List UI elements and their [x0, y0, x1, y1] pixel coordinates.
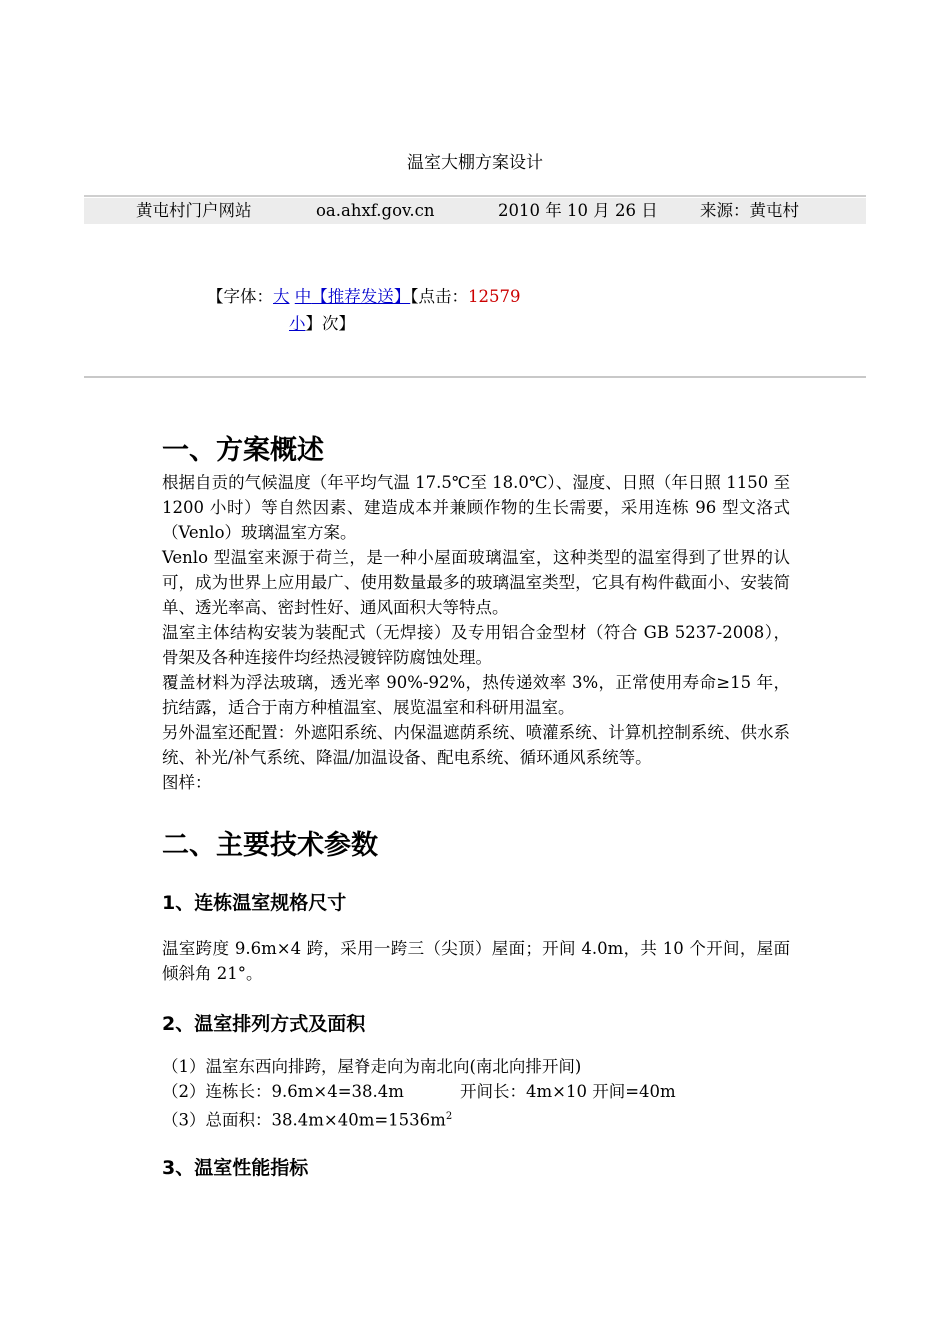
overview-paragraph: 覆盖材料为浮法玻璃，透光率 90%-92%，热传递效率 3%，正常使用寿命≥15 年，抗结露，适合于南方种植温室、展览温室和科研用温室。	[162, 673, 790, 717]
overview-body	[162, 470, 790, 795]
area-superscript: 2	[445, 1111, 453, 1122]
subheading-performance: 3、温室性能指标	[162, 1157, 309, 1179]
layout-line-2a: （2）连栋长：9.6m×4=38.4m	[162, 1082, 404, 1101]
font-large-link[interactable]: 大	[273, 287, 290, 306]
section-heading-params: 二、主要技术参数	[162, 830, 378, 861]
section-heading-overview: 一、方案概述	[162, 435, 324, 466]
font-size-bar	[207, 283, 521, 310]
overview-paragraph: 温室主体结构安装为装配式（无焊接）及专用铝合金型材（符合 GB 5237-2008），骨架及各种连接件均经热浸镀锌防腐蚀处理。	[162, 623, 790, 667]
content-divider	[84, 376, 866, 378]
font-small-link[interactable]: 小	[289, 314, 306, 333]
page-title: 温室大棚方案设计	[407, 153, 543, 173]
font-size-bar-line2	[289, 310, 355, 337]
recommend-send-link[interactable]: 【推荐发送】	[311, 287, 411, 306]
dimensions-paragraph: 温室跨度 9.6m×4 跨，采用一跨三（尖顶）屋面；开间 4.0m，共 10 个开间，屋面倾斜角 21°。	[162, 939, 790, 983]
publish-date: 2010 年 10 月 26 日	[498, 201, 658, 220]
top-divider	[84, 195, 866, 197]
subheading-layout-area: 2、温室排列方式及面积	[162, 1013, 366, 1035]
font-medium-link[interactable]: 中	[294, 287, 312, 306]
clicks-suffix: 】次】	[305, 314, 355, 333]
source-label: 来源：黄屯村	[700, 201, 799, 220]
dimensions-text	[162, 936, 790, 986]
site-domain: oa.ahxf.gov.cn	[316, 201, 435, 220]
overview-paragraph: 根据自贡的气候温度（年平均气温 17.5℃至 18.0℃）、湿度、日照（年日照 1150 至 1200 小时）等自然因素、建造成本并兼顾作物的生长需要，采用连栋 96 型文洛式（Venlo）玻璃温室方案。	[162, 473, 790, 542]
site-name: 黄屯村门户网站	[136, 201, 252, 220]
font-label: 【字体：	[207, 287, 273, 306]
overview-paragraph: 另外温室还配置：外遮阳系统、内保温遮荫系统、喷灌系统、计算机控制系统、供水系统、补光/补气系统、降温/加温设备、配电系统、循环通风系统等。	[162, 723, 790, 767]
overview-paragraph: Venlo 型温室来源于荷兰，是一种小屋面玻璃温室，这种类型的温室得到了世界的认可，成为世界上应用最广、使用数量最多的玻璃温室类型，它具有构件截面小、安装简单、透光率高、密封性好、通风面积大等特点。	[162, 548, 790, 617]
info-bar	[84, 198, 866, 224]
subheading-dimensions: 1、连栋温室规格尺寸	[162, 892, 347, 914]
layout-line-1: （1）温室东西向排跨，屋脊走向为南北向(南北向排开间)	[162, 1057, 582, 1076]
clicks-label: 【点击：	[410, 287, 468, 306]
overview-paragraph: 图样：	[162, 773, 212, 792]
layout-line-2b: 开间长：4m×10 开间=40m	[460, 1082, 676, 1101]
layout-line-3	[162, 1105, 452, 1133]
clicks-count: 12579	[468, 287, 521, 306]
total-area-text: （3）总面积：38.4m×40m=1536m	[162, 1110, 446, 1130]
